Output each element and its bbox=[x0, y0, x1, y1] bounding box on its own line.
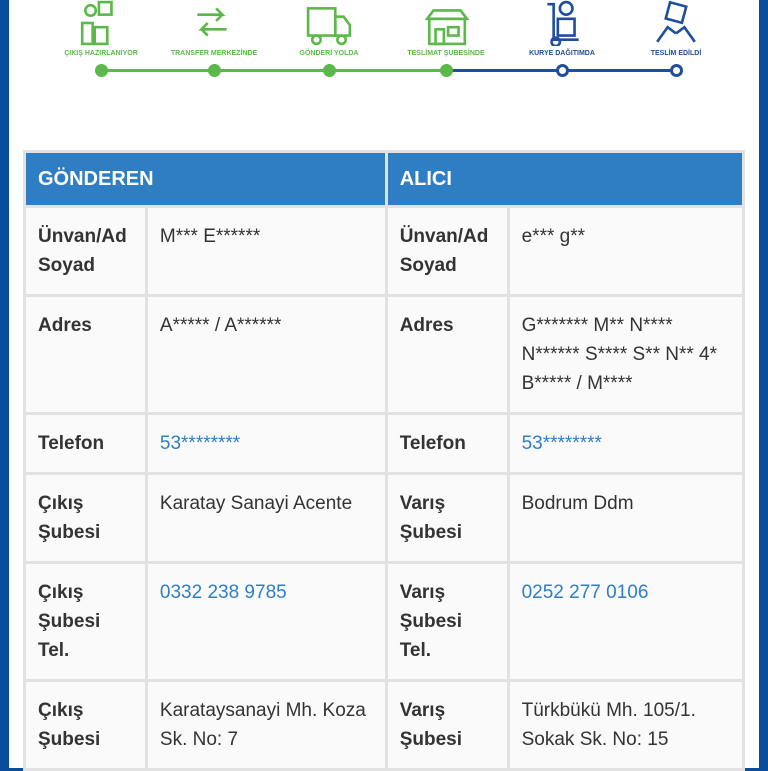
phone-link[interactable]: 53******** bbox=[521, 433, 602, 454]
receiver-field-value bbox=[508, 681, 743, 770]
receiver-field-label: Varış Şubesi bbox=[386, 681, 508, 770]
tracker-line bbox=[214, 69, 329, 72]
hands-package-icon bbox=[616, 0, 736, 46]
receiver-field-value bbox=[508, 563, 743, 681]
sender-field-value bbox=[146, 296, 386, 414]
completed-step-dot bbox=[440, 64, 453, 77]
completed-step-dot bbox=[95, 64, 108, 77]
tracker-step-label: KURYE DAĞITIMDA bbox=[529, 50, 595, 57]
pending-step-dot bbox=[556, 64, 569, 77]
sender-field-label: Adres bbox=[25, 296, 147, 414]
table-row bbox=[25, 681, 744, 770]
sender-field-label: Telefon bbox=[25, 414, 147, 474]
transfer-arrows-icon bbox=[154, 0, 274, 46]
table-row bbox=[25, 474, 744, 563]
completed-step-dot bbox=[208, 64, 221, 77]
value-text: Türkbükü Mh. 105/1. Sokak Sk. No: 15 bbox=[521, 700, 696, 750]
value-text: e*** g** bbox=[521, 226, 585, 247]
tracker-step bbox=[502, 0, 622, 57]
tracker-step bbox=[386, 0, 506, 57]
receiver-field-label: Varış Şubesi Tel. bbox=[386, 563, 508, 681]
phone-link[interactable]: 0332 238 9785 bbox=[159, 582, 287, 603]
phone-link[interactable]: 0252 277 0106 bbox=[521, 582, 649, 603]
receiver-field-value bbox=[508, 296, 743, 414]
receiver-field-label: Telefon bbox=[386, 414, 508, 474]
tracker-step-label: TESLİMAT ŞUBESİNDE bbox=[407, 50, 485, 57]
receiver-field-value bbox=[508, 207, 743, 296]
sender-field-value bbox=[146, 474, 386, 563]
branch-store-icon bbox=[386, 0, 506, 46]
sender-field-label: Ünvan/Ad Soyad bbox=[25, 207, 147, 296]
receiver-field-label: Varış Şubesi bbox=[386, 474, 508, 563]
sender-field-label: Çıkış Şubesi Tel. bbox=[25, 563, 147, 681]
shipment-tracker bbox=[9, 0, 759, 90]
table-row bbox=[25, 563, 744, 681]
tracker-step bbox=[154, 0, 274, 57]
tracker-step-label: TRANSFER MERKEZİNDE bbox=[170, 50, 258, 57]
value-text: M*** E****** bbox=[159, 226, 261, 247]
table-row bbox=[25, 414, 744, 474]
worker-boxes-icon bbox=[41, 0, 161, 46]
receiver-field-value bbox=[508, 414, 743, 474]
value-text: G******* M** N**** N****** S**** S** N** 4* B***** / M**** bbox=[521, 315, 717, 394]
tracker-step bbox=[41, 0, 161, 57]
sender-field-label: Çıkış Şubesi bbox=[25, 681, 147, 770]
receiver-header: ALICI bbox=[386, 152, 743, 207]
sender-field-value bbox=[146, 563, 386, 681]
tracker-line bbox=[562, 69, 676, 72]
table-row bbox=[25, 207, 744, 296]
receiver-field-value bbox=[508, 474, 743, 563]
page bbox=[9, 0, 759, 768]
tracker-line bbox=[329, 69, 446, 72]
shipment-details-table bbox=[23, 150, 745, 771]
sender-field-value bbox=[146, 207, 386, 296]
phone-link[interactable]: 53******** bbox=[159, 433, 241, 454]
tracker-line bbox=[101, 69, 214, 72]
sender-field-value bbox=[146, 681, 386, 770]
tracker-step bbox=[616, 0, 736, 57]
value-text: Karataysanayi Mh. Koza Sk. No: 7 bbox=[159, 700, 366, 750]
tracker-step bbox=[269, 0, 389, 57]
pending-step-dot bbox=[670, 64, 683, 77]
completed-step-dot bbox=[323, 64, 336, 77]
sender-field-value bbox=[146, 414, 386, 474]
sender-field-label: Çıkış Şubesi bbox=[25, 474, 147, 563]
value-text: Karatay Sanayi Acente bbox=[159, 493, 353, 514]
receiver-field-label: Ünvan/Ad Soyad bbox=[386, 207, 508, 296]
delivery-truck-icon bbox=[269, 0, 389, 46]
tracker-line bbox=[446, 69, 562, 72]
receiver-field-label: Adres bbox=[386, 296, 508, 414]
tracker-step-label: GÖNDERİ YOLDA bbox=[299, 50, 359, 57]
table-row bbox=[25, 296, 744, 414]
tracker-step-label: TESLİM EDİLDİ bbox=[650, 50, 702, 57]
hand-truck-icon bbox=[502, 0, 622, 46]
value-text: A***** / A****** bbox=[159, 315, 282, 336]
value-text: Bodrum Ddm bbox=[521, 493, 634, 514]
tracker-step-label: ÇIKIŞ HAZIRLANIYOR bbox=[64, 50, 138, 57]
sender-header: GÖNDEREN bbox=[25, 152, 387, 207]
